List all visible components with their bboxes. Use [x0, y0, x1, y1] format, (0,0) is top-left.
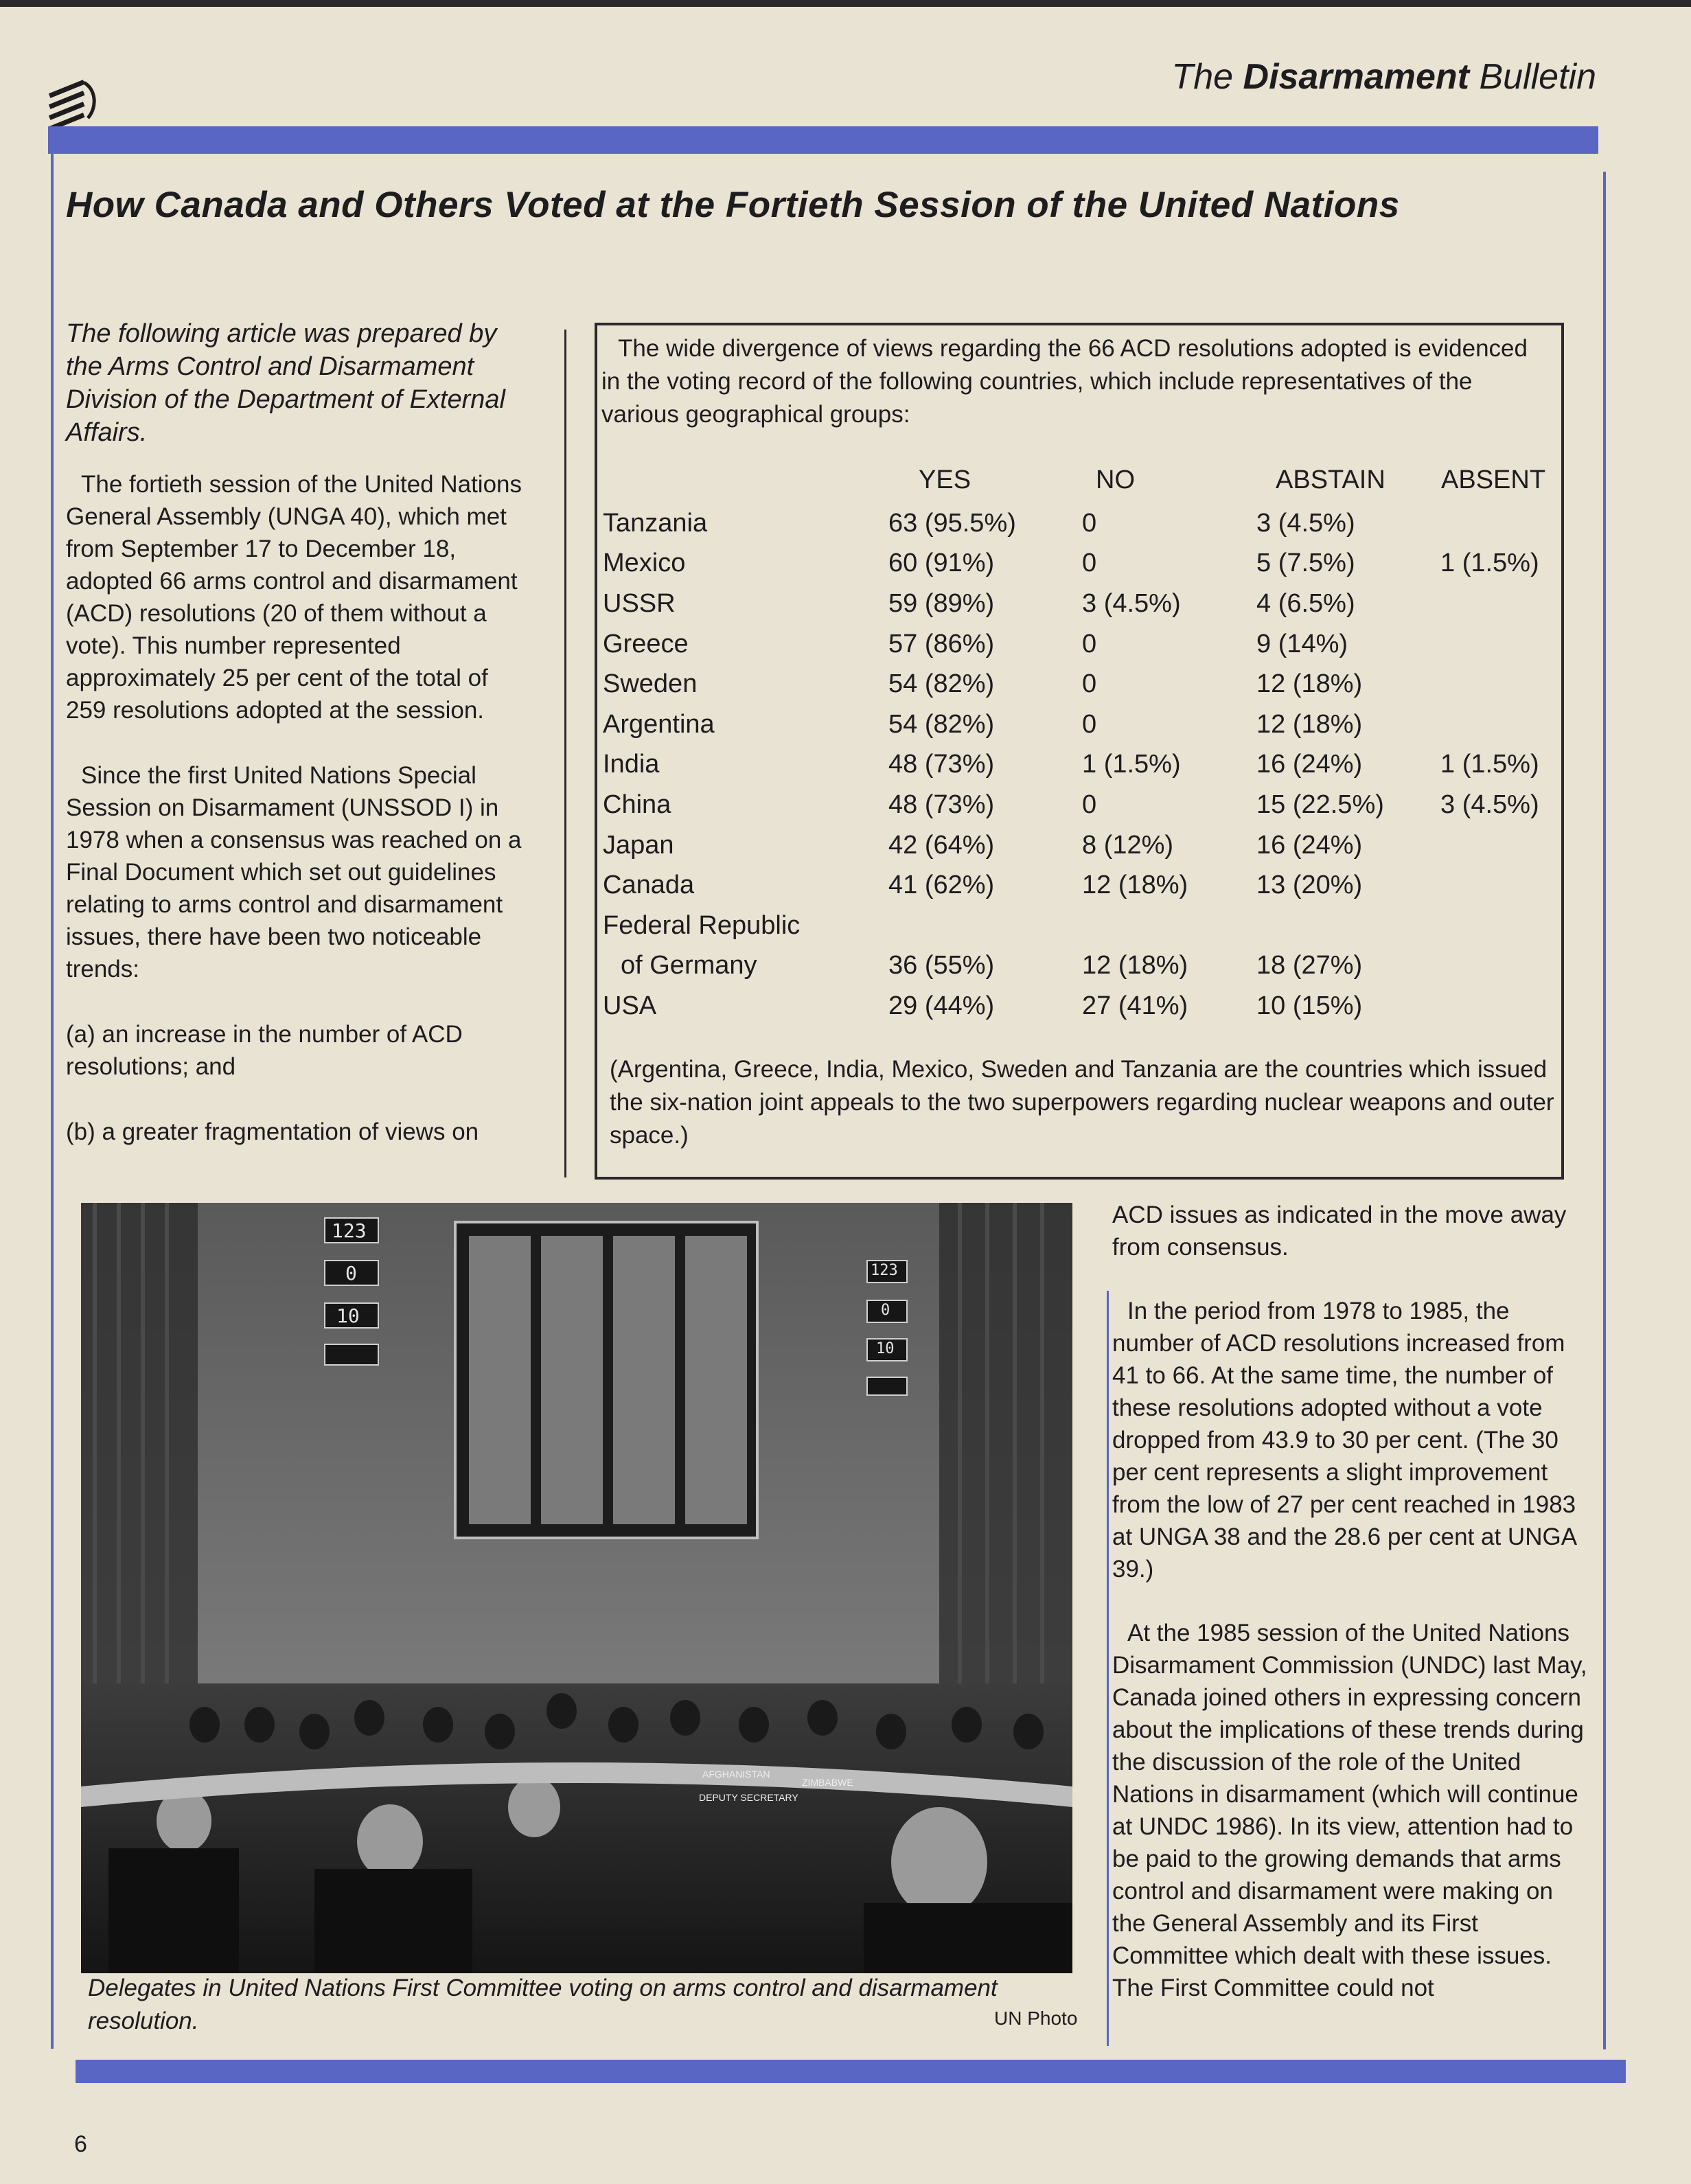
header-yes: YES [919, 465, 971, 494]
no-cell [1082, 906, 1256, 946]
country-cell: Federal Republic [603, 910, 801, 940]
country-cell: Japan [603, 830, 674, 860]
yes-cell: 57 (86%) [888, 629, 995, 658]
table-row [603, 624, 1564, 665]
left-paragraph-2: Since the first United Nations Special Session on Disarmament (UNSSOD I) in 1978 when a consensus was reached on a Final Document which set out guidelines relating to arms control and disarmament issues, there have been two noticeable trends: [66, 762, 522, 982]
header-country [603, 457, 888, 503]
country-cell: Canada [603, 871, 695, 900]
yes-cell: 60 (91%) [888, 549, 995, 578]
absent-cell [1440, 704, 1564, 745]
header-suffix: Bulletin [1479, 57, 1596, 97]
photo-illustration [81, 1203, 1072, 1973]
bulletin-logo-icon [43, 77, 104, 132]
absent-cell [1440, 906, 1564, 946]
scoreboard-abstain-right: 10 [876, 1340, 895, 1357]
scoreboard-no-right: 0 [881, 1302, 890, 1319]
absent-cell [1440, 503, 1564, 544]
absent-cell [1440, 946, 1564, 987]
country-cell: of Germany [621, 951, 757, 980]
table-row [603, 825, 1564, 866]
voting-intro: The wide divergence of views regarding the 66 ACD resolutions adopted is evidenced in the voting record of the following countries, which include representatives of the various geographical groups: [601, 335, 1528, 428]
page-number: 6 [74, 2131, 87, 2157]
abstain-cell: 18 (27%) [1256, 951, 1363, 980]
country-cell: Tanzania [603, 508, 708, 538]
country-cell: USSR [603, 588, 676, 618]
no-cell: 8 (12%) [1082, 830, 1174, 860]
country-cell: Sweden [603, 669, 698, 699]
yes-cell: 63 (95.5%) [888, 508, 1016, 538]
table-row [603, 865, 1564, 906]
scoreboard-yes-left: 123 [332, 1219, 367, 1242]
absent-cell [1440, 986, 1564, 1026]
header-bold: Disarmament [1243, 57, 1469, 97]
frame-left-rule [51, 154, 54, 2049]
header-prefix: The [1171, 57, 1234, 97]
table-row [603, 986, 1564, 1026]
column-divider [564, 330, 566, 1177]
table-row [603, 785, 1564, 825]
no-cell: 3 (4.5%) [1082, 588, 1181, 618]
no-cell: 0 [1082, 508, 1097, 538]
country-cell: Argentina [603, 709, 715, 739]
abstain-cell: 5 (7.5%) [1256, 549, 1355, 578]
abstain-cell: 12 (18%) [1256, 709, 1363, 739]
top-accent-rule [48, 126, 1598, 154]
table-row [603, 906, 1564, 946]
yes-cell: 29 (44%) [888, 991, 995, 1020]
abstain-cell: 15 (22.5%) [1256, 790, 1384, 819]
left-column [66, 317, 526, 1148]
country-cell: India [603, 750, 660, 779]
absent-cell: 1 (1.5%) [1440, 549, 1539, 578]
country-cell: Mexico [603, 549, 686, 578]
abstain-cell: 12 (18%) [1256, 669, 1363, 699]
header-absent: ABSENT [1441, 465, 1546, 494]
table-row [603, 503, 1564, 544]
voting-table [603, 457, 1564, 1026]
no-cell: 0 [1082, 549, 1097, 578]
no-cell: 1 (1.5%) [1082, 750, 1181, 779]
yes-cell: 54 (82%) [888, 669, 995, 699]
yes-cell: 59 (89%) [888, 588, 995, 618]
abstain-cell: 10 (15%) [1256, 991, 1363, 1020]
voting-note: (Argentina, Greece, India, Mexico, Sweden and Tanzania are the countries which issued the six-nation joint appeals to the two superpowers regarding nuclear weapons and outer space.) [610, 1056, 1554, 1149]
desk-sign-secretary: DEPUTY SECRETARY [699, 1792, 798, 1803]
no-cell: 0 [1082, 709, 1097, 739]
absent-cell: 1 (1.5%) [1440, 750, 1539, 779]
desk-sign-afghanistan: AFGHANISTAN [702, 1769, 770, 1780]
table-row [603, 664, 1564, 704]
left-paragraph-4: (b) a greater fragmentation of views on [66, 1118, 479, 1145]
header-no: NO [1096, 465, 1135, 494]
no-cell: 12 (18%) [1082, 951, 1188, 980]
yes-cell: 48 (73%) [888, 790, 995, 819]
absent-cell [1440, 584, 1564, 624]
country-cell: USA [603, 991, 657, 1020]
yes-cell [888, 906, 1082, 946]
table-row [603, 544, 1564, 584]
no-cell: 0 [1082, 790, 1097, 819]
yes-cell: 41 (62%) [888, 871, 995, 900]
absent-cell [1440, 865, 1564, 906]
un-committee-photo [81, 1203, 1072, 1973]
voting-table-body [603, 503, 1564, 1026]
table-row [603, 946, 1564, 987]
yes-cell: 42 (64%) [888, 830, 995, 860]
yes-cell: 54 (82%) [888, 709, 995, 739]
absent-cell [1440, 825, 1564, 866]
abstain-cell: 13 (20%) [1256, 871, 1363, 900]
voting-table-header [603, 457, 1564, 503]
right-paragraph-2: In the period from 1978 to 1985, the number of ACD resolutions increased from 41 to 66. At the same time, the number of these resolutions adopted without a vote dropped from 43.9 to 30 per cent. (The 30 per cent represents a slight improvement from the low of 27 per cent reached in 1983 at UNGA 38 and the 28.6 per cent at UNGA 39.) [1112, 1298, 1576, 1583]
no-cell: 27 (41%) [1082, 991, 1188, 1020]
right-paragraph-3: At the 1985 session of the United Nations Disarmament Commission (UNDC) last May, Canada joined others in expressing concern about the implications of these trends during the discussion of the role of the United Nations in disarmament (which will continue at UNDC 1986). In its view, attention had to be paid to the growing demands that arms control and disarmament were making on the General Assembly and its First Committee which dealt with these issues. The First Committee could not [1112, 1620, 1587, 2001]
country-cell: Greece [603, 629, 689, 658]
absent-cell [1440, 624, 1564, 665]
scoreboard-abstain-left: 10 [336, 1304, 360, 1327]
absent-cell: 3 (4.5%) [1440, 790, 1539, 819]
article-title: How Canada and Others Voted at the Fortieth Session of the United Nations [66, 185, 1400, 225]
photo-credit: UN Photo [994, 2008, 1078, 2029]
abstain-cell: 3 (4.5%) [1256, 508, 1355, 538]
right-paragraph-1: ACD issues as indicated in the move away from consensus. [1112, 1202, 1567, 1261]
country-cell: China [603, 790, 671, 819]
top-edge-band [0, 0, 1691, 7]
photo-caption: Delegates in United Nations First Committee voting on arms control and disarmament resolution. [88, 1975, 998, 2034]
abstain-cell: 16 (24%) [1256, 830, 1363, 860]
right-column [1112, 1199, 1593, 2004]
scoreboard-no-left: 0 [345, 1262, 357, 1285]
scoreboard-yes-right: 123 [871, 1262, 898, 1279]
abstain-cell: 16 (24%) [1256, 750, 1363, 779]
table-row [603, 745, 1564, 785]
right-column-rule [1107, 1291, 1109, 2046]
header-abstain: ABSTAIN [1276, 465, 1385, 494]
yes-cell: 48 (73%) [888, 750, 995, 779]
table-row [603, 584, 1564, 624]
no-cell: 0 [1082, 669, 1097, 699]
bottom-accent-rule [76, 2060, 1626, 2083]
no-cell: 12 (18%) [1082, 871, 1188, 900]
absent-cell [1440, 664, 1564, 704]
left-paragraph-1: The fortieth session of the United Nations General Assembly (UNGA 40), which met from September 17 to December 18, adopted 66 arms control and disarmament (ACD) resolutions (20 of them without a vote). This number represented approximately 25 per cent of the total of 259 resolutions adopted at the session. [66, 471, 522, 724]
no-cell: 0 [1082, 629, 1097, 658]
frame-right-rule [1603, 172, 1606, 2049]
desk-sign-zimbabwe: ZIMBABWE [802, 1777, 853, 1788]
abstain-cell: 4 (6.5%) [1256, 588, 1355, 618]
publication-header [1171, 56, 1596, 97]
left-paragraph-3: (a) an increase in the number of ACD resolutions; and [66, 1021, 463, 1080]
table-row [603, 704, 1564, 745]
abstain-cell: 9 (14%) [1256, 629, 1348, 658]
abstain-cell [1256, 906, 1440, 946]
article-intro: The following article was prepared by the Arms Control and Disarmament Division of the Department of External Affairs. [66, 319, 505, 447]
yes-cell: 36 (55%) [888, 951, 995, 980]
